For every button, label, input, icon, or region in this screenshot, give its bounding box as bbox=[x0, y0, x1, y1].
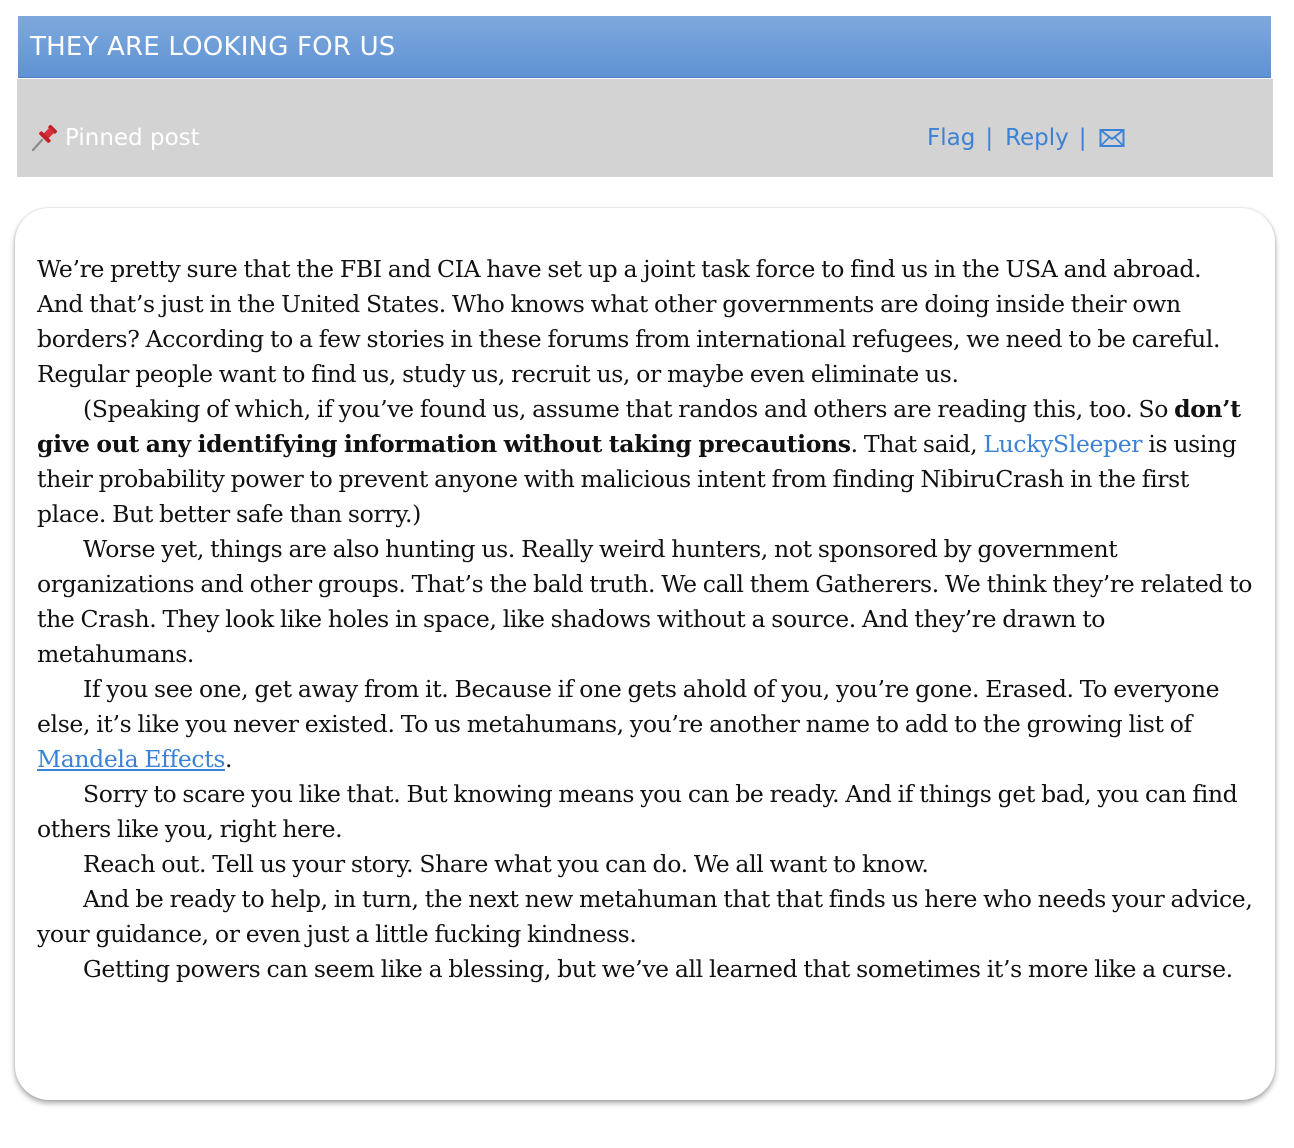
flag-link[interactable]: Flag bbox=[927, 125, 976, 151]
paragraph: Reach out. Tell us your story. Share what you can do. We all want to know. bbox=[83, 850, 929, 878]
reply-link[interactable]: Reply bbox=[1005, 125, 1069, 151]
pinned-indicator bbox=[29, 123, 200, 153]
paragraph: And be ready to help, in turn, the next new metahuman that that finds us here who needs your advice, your guidance, or even just a little fucking kindness. bbox=[37, 885, 1253, 948]
paragraph: We’re pretty sure that the FBI and CIA have set up a joint task force to find us in the USA and abroad. And that’s just in the United States. Who knows what other governments are doing inside their own borders? According to a few stories in these forums from international refugees, we need to be careful. Regular people want to find us, study us, recruit us, or maybe even eliminate us. bbox=[37, 255, 1221, 388]
action-separator: | bbox=[1078, 125, 1087, 151]
envelope-icon[interactable] bbox=[1099, 128, 1125, 148]
paragraph bbox=[37, 392, 1253, 532]
user-link-luckysleeper[interactable]: LuckySleeper bbox=[983, 430, 1143, 458]
text-span: (Speaking of which, if you’ve found us, assume that randos and others are reading this, too. So bbox=[83, 395, 1175, 423]
post-card bbox=[15, 208, 1275, 1100]
paragraph: Sorry to scare you like that. But knowing means you can be ready. And if things get bad, you can find others like you, right here. bbox=[37, 780, 1238, 843]
post-title-bar bbox=[18, 16, 1271, 78]
pinned-label: Pinned post bbox=[65, 125, 200, 151]
post-body bbox=[37, 252, 1253, 987]
post-meta-bar bbox=[17, 79, 1273, 177]
post-title: THEY ARE LOOKING FOR US bbox=[30, 32, 396, 62]
text-span: If you see one, get away from it. Because if one gets ahold of you, you’re gone. Erased. To everyone else, it’s like you never existed. To us metahumans, you’re another name to add to the growing list of bbox=[37, 675, 1220, 738]
post-actions bbox=[927, 125, 1125, 151]
warning-bold-text: don’t give out any identifying information without taking precautions bbox=[37, 395, 1241, 458]
text-span: . That said, bbox=[850, 430, 984, 458]
text-span: is using their probability power to prevent anyone with malicious intent from finding NibiruCrash in the first place. But better safe than sorry.) bbox=[37, 430, 1237, 528]
mandela-effects-link[interactable]: Mandela Effects bbox=[37, 745, 226, 773]
action-separator: | bbox=[985, 125, 994, 151]
pushpin-icon bbox=[29, 123, 59, 153]
paragraph: Worse yet, things are also hunting us. Really weird hunters, not sponsored by government organizations and other groups. That’s the bald truth. We call them Gatherers. We think they’re related to the Crash. They look like holes in space, like shadows without a source. And they’re drawn to metahumans. bbox=[37, 535, 1253, 668]
paragraph bbox=[37, 672, 1253, 777]
text-span: . bbox=[225, 745, 233, 773]
paragraph: Getting powers can seem like a blessing, but we’ve all learned that sometimes it’s more like a curse. bbox=[83, 955, 1233, 983]
